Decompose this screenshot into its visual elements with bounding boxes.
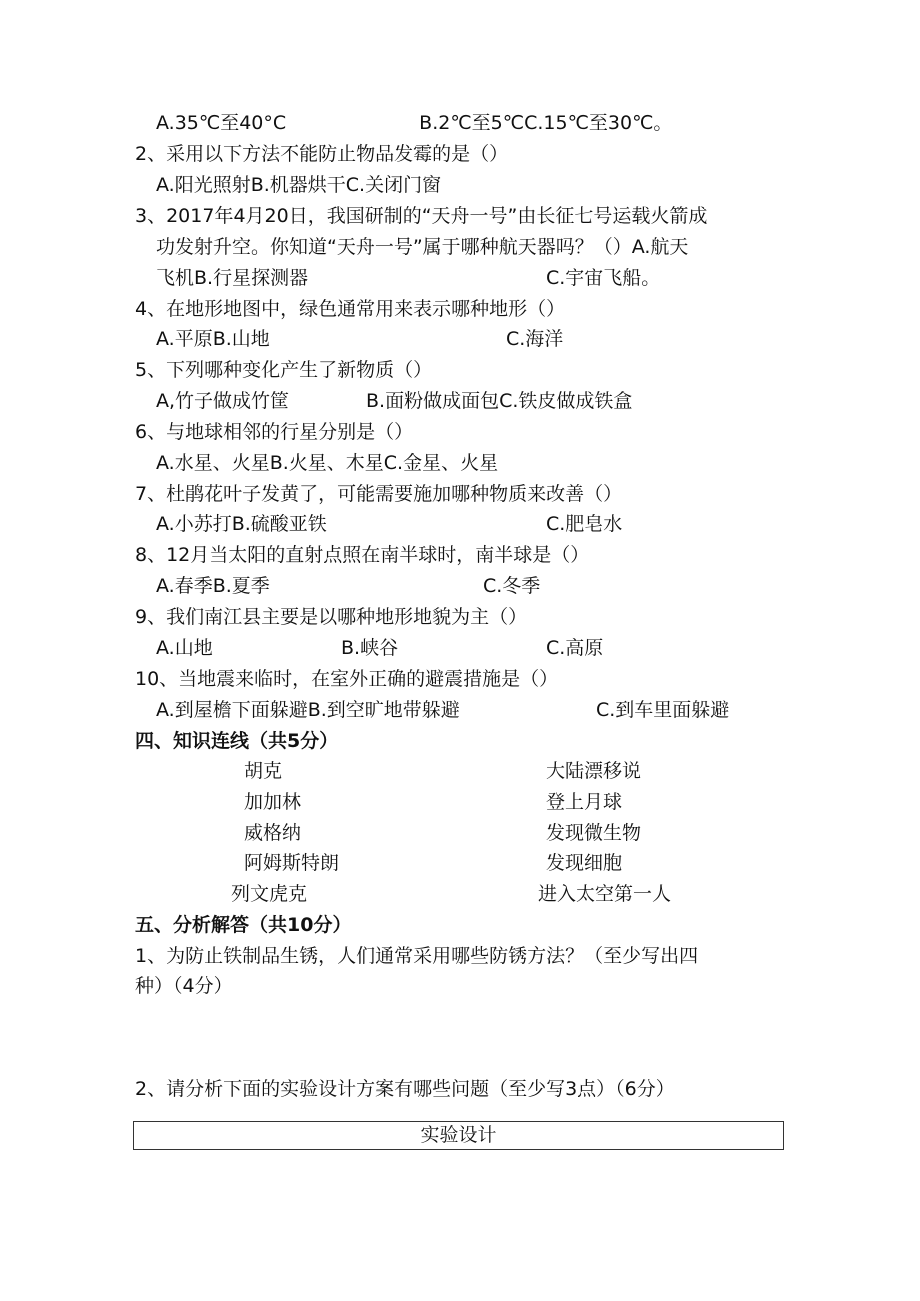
experiment-design-title: 实验设计 bbox=[420, 1124, 497, 1146]
q3-line-3-b: C.宇宙飞船。 bbox=[546, 267, 661, 289]
section-5-heading: 五、分析解答（共10分） bbox=[135, 914, 352, 936]
analysis-q2: 2、请分析下面的实验设计方案有哪些问题（至少写3点）（6分） bbox=[135, 1078, 675, 1100]
analysis-q1-line-2: 种）（4分） bbox=[135, 975, 233, 997]
match-right-item: 发现微生物 bbox=[546, 822, 642, 844]
q3-line-3-a: 飞机B.行星探测器 bbox=[156, 267, 309, 289]
q4-stem: 4、在地形地图中，绿色通常用来表示哪种地形（） bbox=[135, 298, 566, 320]
match-left-item: 加加林 bbox=[244, 791, 302, 813]
q2-stem: 2、采用以下方法不能防止物品发霉的是（） bbox=[135, 143, 509, 165]
q3-line-2: 功发射升空。你知道“天舟一号”属于哪种航天器吗？（）A.航天 bbox=[156, 236, 689, 258]
match-left-item: 列文虎克 bbox=[231, 883, 308, 905]
match-right-item: 进入太空第一人 bbox=[538, 883, 672, 905]
match-left-item: 威格纳 bbox=[244, 822, 302, 844]
section-4-heading: 四、知识连线（共5分） bbox=[135, 730, 339, 752]
q9-stem: 9、我们南江县主要是以哪种地形地貌为主（） bbox=[135, 606, 528, 628]
q9-option-b: B.峡谷 bbox=[341, 637, 399, 659]
q6-stem: 6、与地球相邻的行星分别是（） bbox=[135, 421, 414, 443]
q8-option-a: A.春季B.夏季 bbox=[156, 575, 270, 597]
q5-option-a: A,竹子做成竹筐 bbox=[156, 390, 290, 412]
match-right-item: 发现细胞 bbox=[546, 852, 623, 874]
q10-option-b: C.到车里面躲避 bbox=[596, 699, 730, 721]
q9-option-c: C.高原 bbox=[546, 637, 604, 659]
experiment-design-table bbox=[133, 1121, 784, 1150]
q10-option-a: A.到屋檐下面躲避B.到空旷地带躲避 bbox=[156, 699, 460, 721]
q3-line-1: 3、2017年4月20日，我国研制的“天舟一号”由长征七号运载火箭成 bbox=[135, 205, 708, 227]
q5-option-b: B.面粉做成面包C.铁皮做成铁盒 bbox=[366, 390, 633, 412]
q7-option-b: C.肥皂水 bbox=[546, 513, 623, 535]
q4-option-a: A.平原B.山地 bbox=[156, 328, 270, 350]
q8-stem: 8、12月当太阳的直射点照在南半球时，南半球是（） bbox=[135, 544, 590, 566]
q6-options: A.水星、火星B.火星、木星C.金星、火星 bbox=[156, 452, 499, 474]
match-right-item: 登上月球 bbox=[546, 791, 623, 813]
analysis-q1-line-1: 1、为防止铁制品生锈，人们通常采用哪些防锈方法？（至少写出四 bbox=[135, 945, 699, 967]
q7-option-a: A.小苏打B.硫酸亚铁 bbox=[156, 513, 327, 535]
match-left-item: 胡克 bbox=[244, 760, 283, 782]
q8-option-b: C.冬季 bbox=[483, 575, 541, 597]
q5-stem: 5、下列哪种变化产生了新物质（） bbox=[135, 359, 433, 381]
q7-stem: 7、杜鹃花叶子发黄了，可能需要施加哪种物质来改善（） bbox=[135, 483, 623, 505]
match-right-item: 大陆漂移说 bbox=[546, 760, 642, 782]
q2-options: A.阳光照射B.机器烘干C.关闭门窗 bbox=[156, 174, 442, 196]
q10-stem: 10、当地震来临时，在室外正确的避震措施是（） bbox=[135, 668, 559, 690]
q4-option-b: C.海洋 bbox=[506, 328, 564, 350]
q9-option-a: A.山地 bbox=[156, 637, 213, 659]
match-left-item: 阿姆斯特朗 bbox=[244, 852, 340, 874]
q1-options: A.35℃至40°C B.2℃至5℃C.15℃至30℃。 bbox=[156, 112, 673, 134]
